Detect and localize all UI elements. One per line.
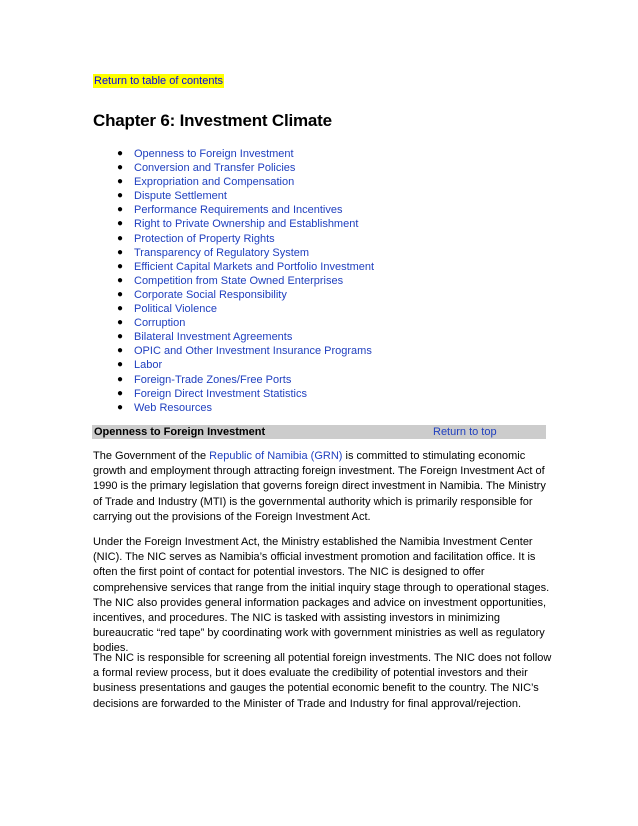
bullet-icon: ● [117, 401, 124, 413]
chapter-title: Chapter 6: Investment Climate [93, 111, 332, 130]
toc-link[interactable]: Political Violence [134, 303, 217, 316]
toc-link[interactable]: Openness to Foreign Investment [134, 148, 294, 160]
bullet-icon: ● [117, 218, 124, 230]
return-to-top-link[interactable]: Return to top [433, 426, 497, 438]
toc-link[interactable]: Competition from State Owned Enterprises [134, 274, 344, 287]
toc-item [0, 232, 638, 246]
paragraph-2: Under the Foreign Investment Act, the Ministry established the Namibia Investment Center (NIC). The NIC serves as Namibia’s official investment promotion and facilitation office. It is often the first point of contact for potential investors. The NIC is designed to offer comprehensive services that range from the initial inquiry stage through to operational stages. The NIC also provides general information packages and advice on investment opportunities, incentives, and procedures. The NIC is tasked with assisting investors in minimizing bureaucratic “red tape” by coordinating work with government ministries as well as regulatory bodies. [93, 536, 550, 655]
toc-item [0, 260, 638, 274]
toc-link[interactable]: Foreign-Trade Zones/Free Ports [134, 373, 292, 386]
bullet-icon: ● [117, 288, 124, 300]
toc-item [0, 274, 638, 288]
toc-item [0, 288, 638, 302]
bullet-icon: ● [117, 190, 124, 202]
bullet-icon: ● [117, 345, 124, 357]
section-header-bar [92, 425, 546, 439]
bullet-icon: ● [117, 260, 124, 272]
paragraph-text: The Government of the [93, 450, 210, 462]
bullet-icon: ● [117, 373, 124, 385]
bullet-icon: ● [117, 387, 124, 399]
bullet-icon: ● [117, 148, 124, 159]
toc-item [0, 387, 638, 401]
toc-item [0, 246, 638, 260]
toc-item [0, 302, 638, 316]
bullet-icon: ● [117, 331, 124, 343]
return-to-table-of-contents-link[interactable]: Return to table of contents [94, 75, 224, 87]
toc-item [0, 175, 638, 189]
toc-item [0, 316, 638, 330]
toc-link[interactable]: Foreign Direct Investment Statistics [134, 387, 308, 400]
toc-link[interactable]: Bilateral Investment Agreements [134, 331, 293, 344]
bullet-icon: ● [117, 274, 124, 286]
toc-link[interactable]: Right to Private Ownership and Establishment [134, 218, 359, 231]
toc-item [0, 189, 638, 203]
paragraph-text: is committed to stimulating economic growth and employment through attracting foreign investment. The Foreign Investment Act of 1990 is the primary legislation that governs foreign direct investment in Namibia. The Ministry of Trade and Industry (MTI) is the governmental authority which is primarily responsible for carrying out the provisions of the Foreign Investment Act. [93, 450, 546, 523]
section-title: Openness to Foreign Investment [94, 426, 266, 438]
bullet-icon: ● [117, 317, 124, 329]
toc-link[interactable]: Performance Requirements and Incentives [134, 204, 343, 217]
grn-link[interactable]: Republic of Namibia (GRN) [209, 450, 343, 462]
bullet-icon: ● [117, 176, 124, 188]
toc-item [0, 330, 638, 344]
toc-link[interactable]: Transparency of Regulatory System [134, 246, 310, 259]
chapter-contents-list [0, 147, 638, 415]
toc-item [0, 203, 638, 217]
toc-item [0, 217, 638, 231]
toc-item [0, 373, 638, 387]
toc-item [0, 401, 638, 415]
toc-link[interactable]: Web Resources [134, 401, 213, 414]
bullet-icon: ● [117, 303, 124, 315]
toc-link[interactable]: Dispute Settlement [134, 190, 227, 203]
toc-link[interactable]: Conversion and Transfer Policies [134, 162, 296, 175]
toc-link[interactable]: Labor [134, 359, 163, 372]
toc-link[interactable]: Expropriation and Compensation [134, 176, 295, 189]
bullet-icon: ● [117, 246, 124, 258]
toc-link[interactable]: Efficient Capital Markets and Portfolio Investment [134, 260, 375, 273]
bullet-icon: ● [117, 359, 124, 371]
toc-item [0, 344, 638, 358]
paragraph-1 [93, 449, 553, 525]
toc-item [0, 161, 638, 175]
toc-link[interactable]: Protection of Property Rights [134, 232, 275, 245]
toc-link[interactable]: OPIC and Other Investment Insurance Programs [134, 345, 372, 358]
bullet-icon: ● [117, 204, 124, 216]
bullet-icon: ● [117, 232, 124, 244]
toc-link[interactable]: Corruption [134, 317, 186, 330]
toc-link[interactable]: Corporate Social Responsibility [134, 288, 287, 301]
toc-item [0, 147, 638, 161]
paragraph-3: The NIC is responsible for screening all potential foreign investments. The NIC does not follow a formal review process, but it does evaluate the credibility of potential investors and their business presentations and gauges the potential economic benefit to the country. The NIC’s decisions are forwarded to the Minister of Trade and Industry for final approval/rejection. [93, 652, 552, 710]
toc-item [0, 358, 638, 372]
bullet-icon: ● [117, 162, 124, 174]
